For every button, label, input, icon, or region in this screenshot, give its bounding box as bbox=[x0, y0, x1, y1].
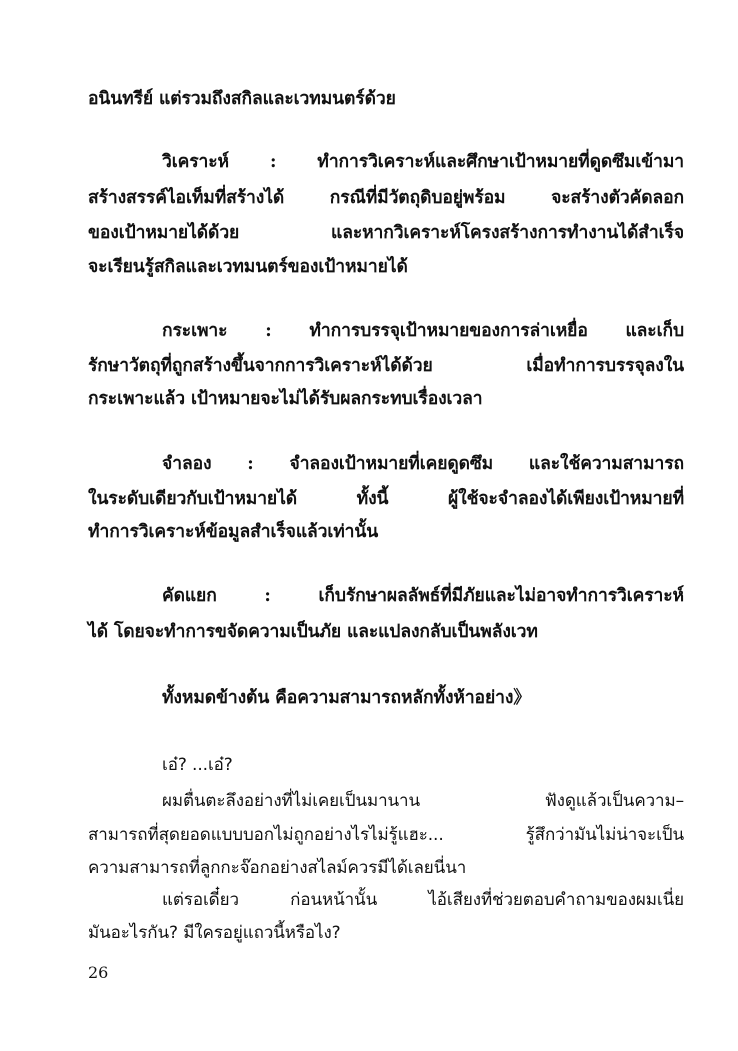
text-line: สร้างสรรค์ไอเท็มที่สร้างได้ กรณีที่มีวัตถุดิบอยู่พร้อม จะสร้างตัวคัดลอก bbox=[88, 188, 684, 208]
text-line: อนินทรีย์ แต่รวมถึงสกิลและเวทมนตร์ด้วย bbox=[88, 89, 396, 109]
text-line: กระเพาะ : ทำการบรรจุเป้าหมายของการล่าเหยื่อ และเก็บ bbox=[162, 321, 684, 341]
text-line: ทั้งหมดข้างต้น คือความสามารถหลักทั้งห้าอย่าง》 bbox=[162, 688, 531, 708]
text-line: ทำการวิเคราะห์ข้อมูลสำเร็จแล้วเท่านั้น bbox=[88, 522, 379, 542]
text-line: ในระดับเดียวกับเป้าหมายได้ ทั้งนี้ ผู้ใช้จะจำลองได้เพียงเป้าหมายที่ bbox=[88, 489, 684, 509]
text-line: คัดแยก : เก็บรักษาผลลัพธ์ที่มีภัยและไม่อาจทำการวิเคราะห์ bbox=[162, 586, 684, 606]
text-line: แต่รอเดี๋ยว ก่อนหน้านั้น ไอ้เสียงที่ช่วยตอบคำถามของผมเนี่ย bbox=[162, 890, 684, 910]
text-line: จำลอง : จำลองเป้าหมายที่เคยดูดซึม และใช้ความสามารถ bbox=[162, 454, 684, 474]
text-line: สามารถที่สุดยอดแบบบอกไม่ถูกอย่างไรไม่รู้แฮะ... รู้สึกว่ามันไม่น่าจะเป็น bbox=[88, 825, 684, 845]
text-line: วิเคราะห์ : ทำการวิเคราะห์และศึกษาเป้าหมายที่ดูดซึมเข้ามา bbox=[162, 152, 684, 172]
text-line: เอ๋? ...เอ๋? bbox=[162, 755, 233, 775]
page-number: 26 bbox=[88, 963, 109, 982]
text-line: ของเป้าหมายได้ด้วย และหากวิเคราะห์โครงสร้างการทำงานได้สำเร็จ bbox=[88, 223, 684, 243]
text-line: รักษาวัตถุที่ถูกสร้างขึ้นจากการวิเคราะห์ได้ด้วย เมื่อทำการบรรจุลงใน bbox=[88, 356, 684, 376]
text-line: กระเพาะแล้ว เป้าหมายจะไม่ได้รับผลกระทบเรื่องเวลา bbox=[88, 389, 483, 409]
text-line: ได้ โดยจะทำการขจัดความเป็นภัย และแปลงกลับเป็นพลังเวท bbox=[88, 622, 538, 642]
text-line: ความสามารถที่ลูกกะจ๊อกอย่างสไลม์ควรมีได้เลยนี่นา bbox=[88, 858, 467, 878]
text-line: จะเรียนรู้สกิลและเวทมนตร์ของเป้าหมายได้ bbox=[88, 257, 408, 277]
text-line: มันอะไรกัน? มีใครอยู่แถวนี้หรือไง? bbox=[88, 923, 341, 943]
text-line: ผมตื่นตะลึงอย่างที่ไม่เคยเป็นมานาน ฟังดูแล้วเป็นความ– bbox=[162, 791, 684, 811]
